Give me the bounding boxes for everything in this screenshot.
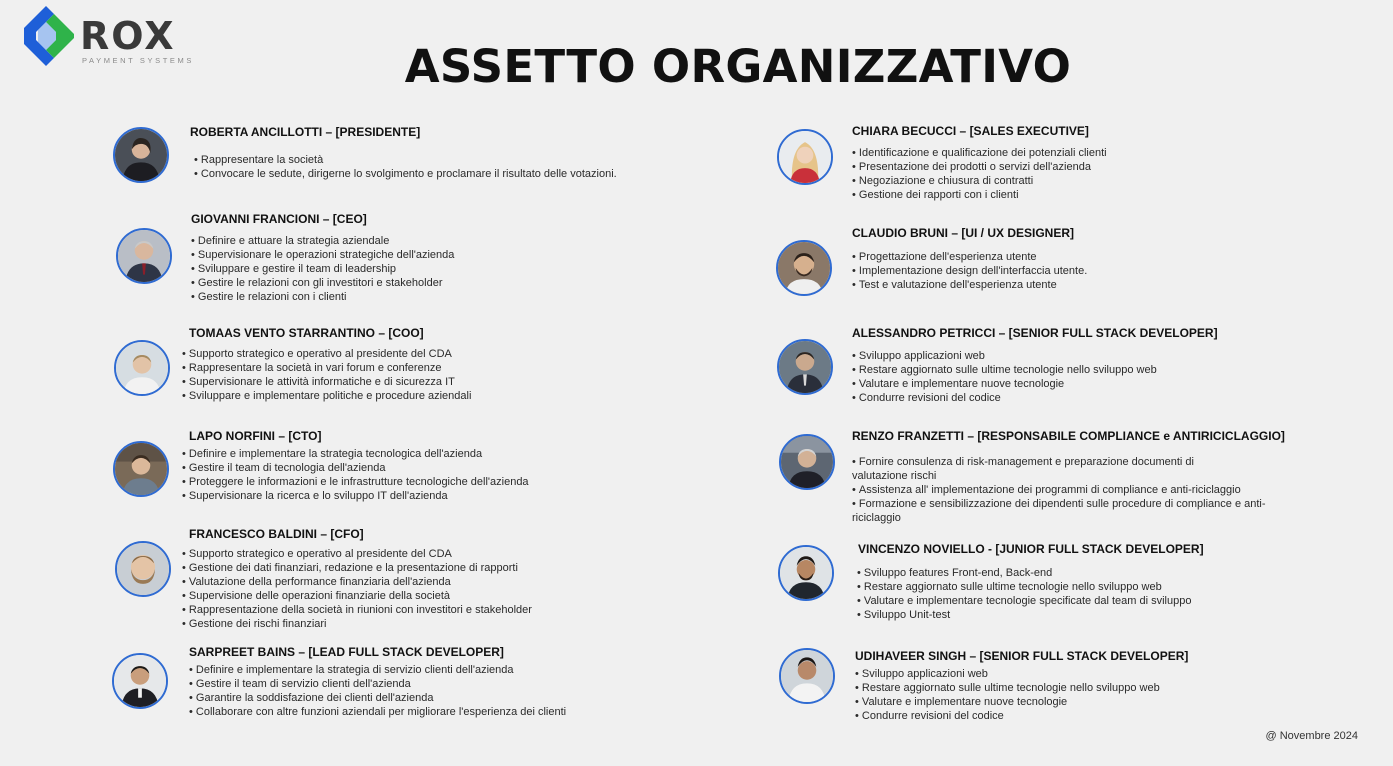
member-duty: • Sviluppare e gestire il team di leadership	[191, 262, 454, 276]
member-name: RENZO FRANZETTI – [RESPONSABILE COMPLIANCE e ANTIRICICLAGGIO]	[852, 429, 1285, 443]
member-duty: • Restare aggiornato sulle ultime tecnologie nello sviluppo web	[855, 681, 1188, 695]
avatar	[113, 127, 169, 183]
member-duty: • Formazione e sensibilizzazione dei dipendenti sulle procedure di compliance e anti-riciclaggio	[852, 497, 1292, 525]
member-duty: • Condurre revisioni del codice	[852, 391, 1218, 405]
member-duty: • Collaborare con altre funzioni aziendali per migliorare l'esperienza dei clienti	[189, 705, 566, 719]
member-entry	[852, 326, 1218, 405]
logo-brand-text: ROX	[80, 14, 176, 58]
member-duty: • Sviluppo features Front-end, Back-end	[857, 566, 1204, 580]
member-duty: • Supervisionare le attività informatiche e di sicurezza IT	[182, 375, 471, 389]
avatar	[779, 434, 835, 490]
member-duty: • Test e valutazione dell'esperienza utente	[852, 278, 1087, 292]
member-name: CHIARA BECUCCI – [SALES EXECUTIVE]	[852, 124, 1089, 138]
member-duty: • Definire e attuare la strategia aziendale	[191, 234, 454, 248]
member-duty: • Gestione dei rapporti con i clienti	[852, 188, 1107, 202]
member-entry	[852, 429, 1292, 525]
member-duty: • Rappresentare la società in vari forum e conferenze	[182, 361, 471, 375]
member-name: FRANCESCO BALDINI – [CFO]	[189, 527, 364, 541]
member-duty: • Fornire consulenza di risk-management e preparazione documenti di valutazione rischi	[852, 455, 1237, 483]
member-duty: • Progettazione dell'esperienza utente	[852, 250, 1087, 264]
member-duty: • Supporto strategico e operativo al presidente del CDA	[182, 347, 471, 361]
member-duty: • Gestire il team di servizio clienti dell'azienda	[189, 677, 566, 691]
member-duty: • Definire e implementare la strategia tecnologica dell'azienda	[182, 447, 529, 461]
avatar	[778, 545, 834, 601]
member-duty: • Gestire le relazioni con i clienti	[191, 290, 454, 304]
footer-date: @ Novembre 2024	[1265, 730, 1358, 742]
member-duty: • Proteggere le informazioni e le infrastrutture tecnologiche dell'azienda	[182, 475, 529, 489]
member-duty: • Supervisione delle operazioni finanziarie della società	[182, 589, 532, 603]
member-entry	[191, 212, 454, 304]
member-name: ALESSANDRO PETRICCI – [SENIOR FULL STACK DEVELOPER]	[852, 326, 1218, 340]
member-entry	[189, 645, 566, 719]
member-duty: • Identificazione e qualificazione dei potenziali clienti	[852, 146, 1107, 160]
member-duty: • Rappresentazione della società in riunioni con investitori e stakeholder	[182, 603, 532, 617]
member-duty: • Restare aggiornato sulle ultime tecnologie nello sviluppo web	[852, 363, 1218, 377]
member-entry	[852, 124, 1107, 202]
member-duty: • Supervisionare la ricerca e lo sviluppo IT dell'azienda	[182, 489, 529, 503]
member-entry	[182, 429, 529, 503]
member-duty: • Supervisionare le operazioni strategiche dell'azienda	[191, 248, 454, 262]
member-name: UDIHAVEER SINGH – [SENIOR FULL STACK DEVELOPER]	[855, 649, 1189, 663]
member-name: TOMAAS VENTO STARRANTINO – [COO]	[189, 326, 424, 340]
member-duty: • Sviluppo applicazioni web	[855, 667, 1188, 681]
member-duty: • Valutare e implementare tecnologie specificate dal team di sviluppo	[857, 594, 1204, 608]
member-duty: • Condurre revisioni del codice	[855, 709, 1188, 723]
member-name: SARPREET BAINS – [LEAD FULL STACK DEVELOPER]	[189, 645, 504, 659]
member-entry	[182, 326, 471, 403]
page-title: ASSETTO ORGANIZZATIVO	[404, 40, 1072, 93]
member-duty: • Valutare e implementare nuove tecnologie	[855, 695, 1188, 709]
member-duty: • Implementazione design dell'interfaccia utente.	[852, 264, 1087, 278]
member-name: ROBERTA ANCILLOTTI – [PRESIDENTE]	[190, 125, 421, 139]
member-duty: • Negoziazione e chiusura di contratti	[852, 174, 1107, 188]
member-duty: • Valutare e implementare nuove tecnologie	[852, 377, 1218, 391]
member-name: CLAUDIO BRUNI – [UI / UX DESIGNER]	[852, 226, 1075, 240]
member-duty: • Valutazione della performance finanziaria dell'azienda	[182, 575, 532, 589]
member-entry	[852, 542, 1204, 622]
member-name: LAPO NORFINI – [CTO]	[189, 429, 322, 443]
avatar	[114, 340, 170, 396]
member-duty: • Sviluppo Unit-test	[857, 608, 1204, 622]
member-duty: • Supporto strategico e operativo al presidente del CDA	[182, 547, 532, 561]
member-duty: • Sviluppo applicazioni web	[852, 349, 1218, 363]
member-duty: • Definire e implementare la strategia di servizio clienti dell'azienda	[189, 663, 566, 677]
member-duty: • Restare aggiornato sulle ultime tecnologie nello sviluppo web	[857, 580, 1204, 594]
member-duty: • Convocare le sedute, dirigerne lo svolgimento e proclamare il risultato delle votazioni.	[194, 167, 617, 181]
avatar	[112, 653, 168, 709]
member-entry	[852, 226, 1087, 292]
member-name: VINCENZO NOVIELLO - [JUNIOR FULL STACK DEVELOPER]	[858, 542, 1204, 556]
member-duty: • Gestione dei rischi finanziari	[182, 617, 532, 631]
avatar	[115, 541, 171, 597]
logo-subtitle: PAYMENT SYSTEMS	[82, 56, 194, 65]
avatar	[777, 129, 833, 185]
member-duty: • Garantire la soddisfazione dei clienti dell'azienda	[189, 691, 566, 705]
member-duty: • Gestire il team di tecnologia dell'azienda	[182, 461, 529, 475]
member-entry	[182, 527, 532, 631]
avatar	[779, 648, 835, 704]
member-duty: • Presentazione dei prodotti o servizi dell'azienda	[852, 160, 1107, 174]
member-duty: • Gestire le relazioni con gli investitori e stakeholder	[191, 276, 454, 290]
member-duty: • Gestione dei dati finanziari, redazione e la presentazione di rapporti	[182, 561, 532, 575]
member-duty: • Sviluppare e implementare politiche e procedure aziendali	[182, 389, 471, 403]
member-duty: • Rappresentare la società	[194, 153, 617, 167]
member-duty: • Assistenza all' implementazione dei programmi di compliance e anti-riciclaggio	[852, 483, 1292, 497]
member-entry	[855, 649, 1188, 723]
member-name: GIOVANNI FRANCIONI – [CEO]	[191, 212, 367, 226]
avatar	[116, 228, 172, 284]
avatar	[776, 240, 832, 296]
member-entry	[190, 125, 617, 181]
avatar	[113, 441, 169, 497]
avatar	[777, 339, 833, 395]
